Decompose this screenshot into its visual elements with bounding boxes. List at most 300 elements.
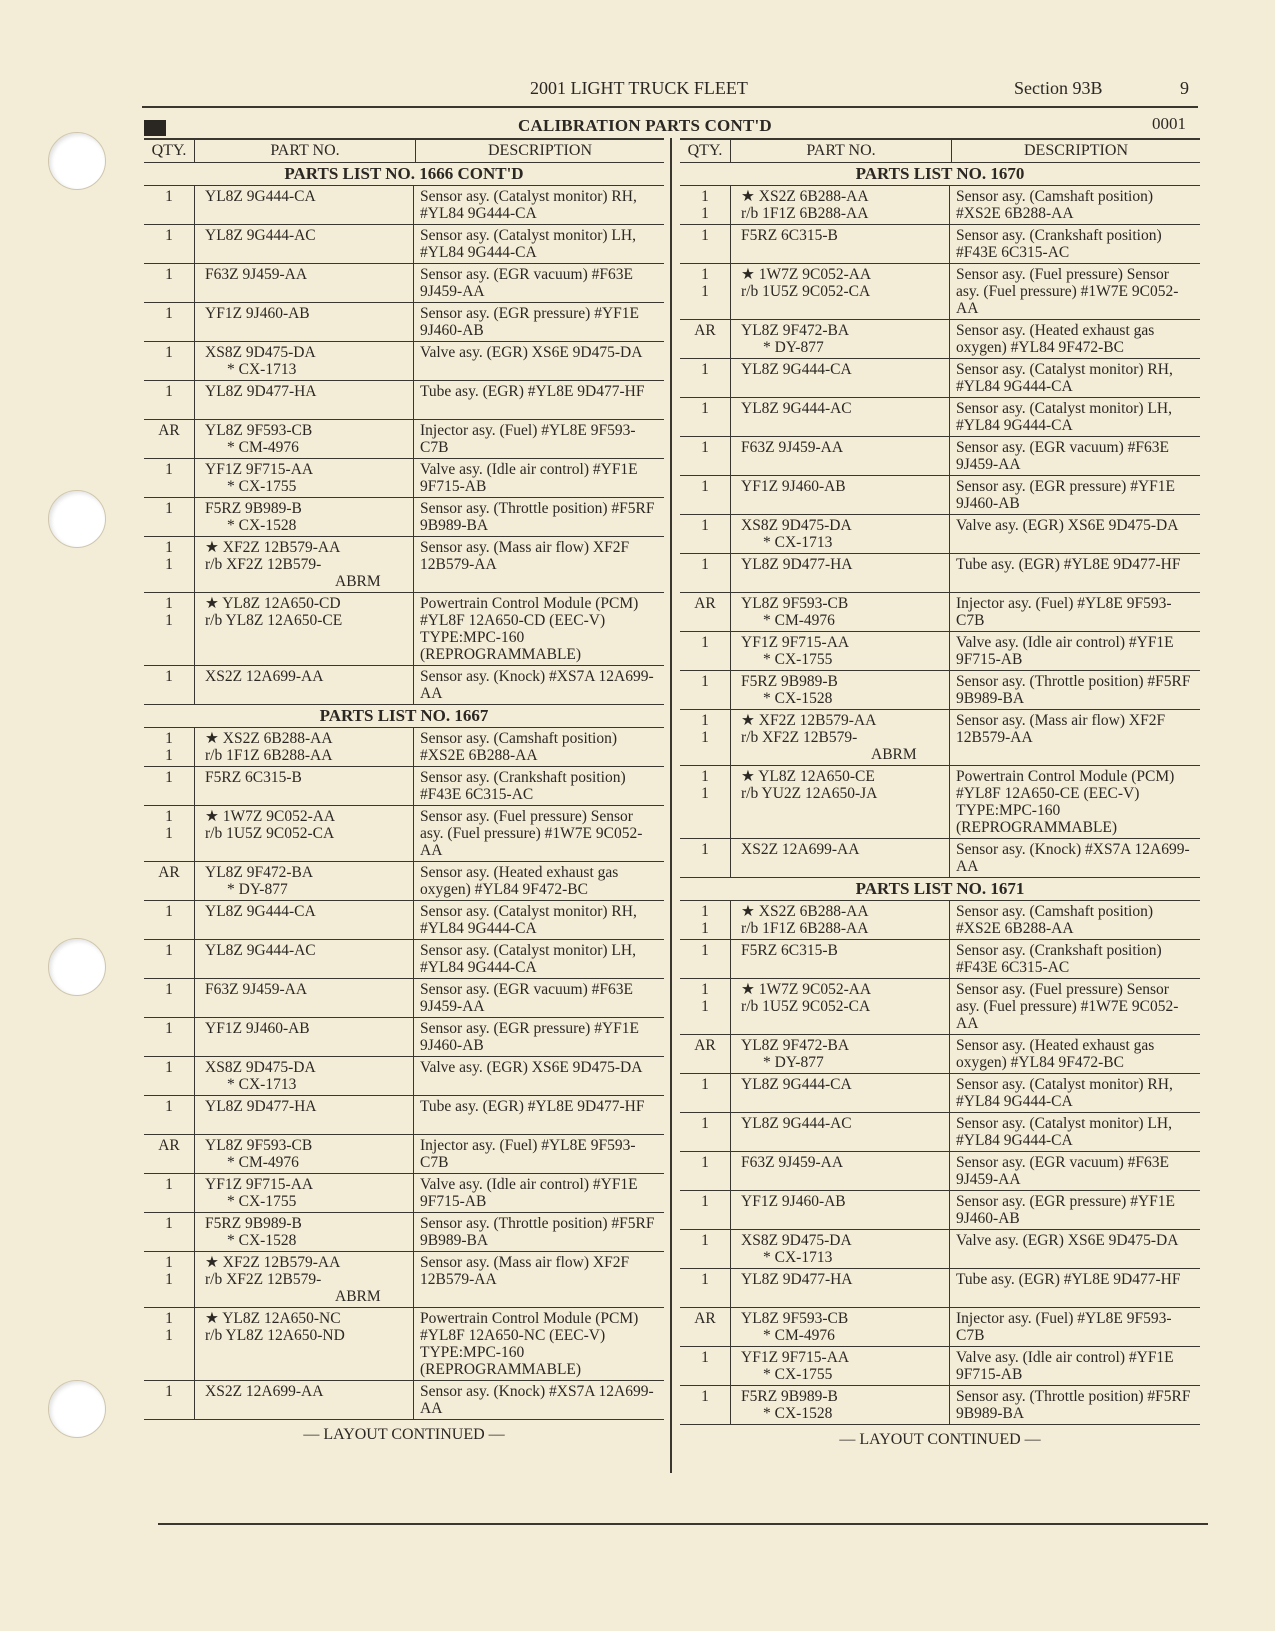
part-number: r/b 1U5Z 9C052-CA [741,283,871,300]
description-cell: Sensor asy. (Catalyst monitor) RH, #YL84 9G444-CA [956,361,1173,395]
qty-value: 1 [701,266,709,283]
qty-value: 1 [165,188,173,205]
table-row [680,1035,1200,1074]
qty-value: 1 [701,942,709,959]
description-cell: Sensor asy. (Crankshaft position) #F43E 6C315-AC [420,769,626,803]
table-row [144,303,664,342]
table-row [144,264,664,303]
qty-value: 1 [165,981,173,998]
part-number: F63Z 9J459-AA [205,266,308,283]
description-cell: Valve asy. (EGR) XS6E 9D475-DA [420,344,643,361]
part-number: r/b 1U5Z 9C052-CA [205,825,335,842]
table-row [680,437,1200,476]
qty-cell [680,359,730,397]
description-cell: Sensor asy. (Knock) #XS7A 12A699-AA [420,1383,654,1417]
part-number: YL8Z 9F593-CB [205,422,313,439]
column-headers [680,138,1200,163]
qty-value: 1 [165,903,173,920]
part-number: ★ XS2Z 6B288-AA [741,903,869,920]
qty-value: 1 [701,1388,709,1405]
table-row [680,225,1200,264]
qty-value: 1 [701,841,709,858]
part-number: ★ XS2Z 6B288-AA [205,730,333,747]
part-cell [194,498,414,536]
part-number: * CX-1755 [227,1193,297,1210]
qty-cell [144,303,194,341]
black-marker [144,120,166,136]
qty-cell [144,459,194,497]
qty-value: 1 [165,539,173,556]
description-cell: Tube asy. (EGR) #YL8E 9D477-HF [956,556,1181,573]
qty-cell [680,225,730,263]
qty-value: AR [694,1037,716,1054]
part-number: * CX-1713 [227,1076,297,1093]
part-number: r/b XF2Z 12B579- [205,1271,322,1288]
part-number: YF1Z 9J460-AB [741,478,846,495]
table-row [680,264,1200,320]
part-number: YL8Z 9F593-CB [741,1310,849,1327]
column-divider [670,138,672,1473]
table-row [144,1057,664,1096]
table-row [680,398,1200,437]
binder-hole [48,938,106,996]
part-cell [194,342,414,380]
qty-cell [680,515,730,553]
description-cell: Sensor asy. (Mass air flow) XF2F 12B579-AA [956,712,1166,746]
description-cell: Valve asy. (Idle air control) #YF1E 9F715-AB [956,634,1174,668]
part-cell [730,710,950,765]
part-number: YL8Z 9G444-CA [741,1076,852,1093]
part-number: YL8Z 9G444-CA [741,361,852,378]
description-cell: Injector asy. (Fuel) #YL8E 9F593-C7B [956,1310,1172,1344]
qty-cell [144,1308,194,1380]
part-number: * DY-877 [763,339,824,356]
part-number: YF1Z 9J460-AB [205,305,310,322]
part-cell [194,979,414,1017]
qty-cell [144,342,194,380]
description-cell: Sensor asy. (EGR vacuum) #F63E 9J459-AA [956,439,1169,473]
qty-value: AR [158,864,180,881]
qty-value: 1 [701,1232,709,1249]
qty-value: 1 [701,400,709,417]
part-cell [730,839,950,877]
description-cell: Injector asy. (Fuel) #YL8E 9F593-C7B [420,422,636,456]
qty-cell [144,1018,194,1056]
qty-value: 1 [165,383,173,400]
part-number: r/b 1F1Z 6B288-AA [741,920,869,937]
qty-value: 1 [701,439,709,456]
table-row [680,515,1200,554]
qty-value: 1 [165,747,173,764]
part-cell [194,225,414,263]
table-row [144,342,664,381]
description-cell: Sensor asy. (Crankshaft position) #F43E 6C315-AC [956,227,1162,261]
binder-hole [48,1380,106,1438]
qty-cell [680,437,730,475]
qty-value: 1 [701,785,709,802]
qty-cell [144,1213,194,1251]
qty-value: 1 [165,668,173,685]
part-cell [194,1135,414,1173]
qty-value: 1 [165,769,173,786]
qty-cell [680,671,730,709]
qty-cell [680,766,730,838]
qty-cell [680,1230,730,1268]
table-row [680,979,1200,1035]
qty-value: 1 [165,461,173,478]
part-number: ★ YL8Z 12A650-NC [205,1310,341,1327]
part-number: XS8Z 9D475-DA [741,517,852,534]
parts-list-title: PARTS LIST NO. 1666 CONT'D [144,163,664,186]
qty-cell [680,839,730,877]
description-cell: Sensor asy. (Camshaft position) #XS2E 6B288-AA [956,903,1154,937]
part-number: XS8Z 9D475-DA [205,1059,316,1076]
part-number: r/b 1F1Z 6B288-AA [205,747,333,764]
part-cell [194,767,414,805]
description-cell: Sensor asy. (Catalyst monitor) LH, #YL84 9G444-CA [420,942,636,976]
table-row [144,979,664,1018]
description-cell: Valve asy. (Idle air control) #YF1E 9F715-AB [420,461,638,495]
table-row [680,1347,1200,1386]
qty-cell [680,632,730,670]
binder-hole [48,490,106,548]
qty-cell [680,398,730,436]
part-number: YL8Z 9G444-AC [741,1115,852,1132]
qty-cell [144,264,194,302]
qty-value: 1 [701,634,709,651]
part-number: ★ YL8Z 12A650-CE [741,768,875,785]
qty-value: 1 [165,1059,173,1076]
table-row [144,1308,664,1381]
part-number: YL8Z 9F472-BA [741,1037,850,1054]
part-number: * CM-4976 [227,439,299,456]
part-header: PART NO. [730,140,952,162]
part-cell [194,1213,414,1251]
part-number: ★ XF2Z 12B579-AA [741,712,877,729]
table-row [680,940,1200,979]
description-cell: Sensor asy. (Camshaft position) #XS2E 6B288-AA [956,188,1154,222]
table-row [144,381,664,420]
table-row [144,1135,664,1174]
part-cell [730,359,950,397]
part-number: r/b XF2Z 12B579- [741,729,858,746]
header-rule [142,106,1198,108]
description-cell: Powertrain Control Module (PCM) #YL8F 12A650-NC (EEC-V) TYPE:MPC-160 (REPROGRAMMABLE) [420,1310,639,1378]
qty-value: 1 [165,556,173,573]
qty-cell [144,728,194,766]
description-cell: Valve asy. (EGR) XS6E 9D475-DA [956,517,1179,534]
description-cell: Sensor asy. (EGR pressure) #YF1E 9J460-AB [956,478,1175,512]
part-number: YL8Z 9D477-HA [741,556,853,573]
description-cell: Sensor asy. (Heated exhaust gas oxygen) #YL84 9F472-BC [956,1037,1155,1071]
section-label: Section 93B [1014,78,1103,98]
part-cell [194,862,414,900]
qty-cell [144,593,194,665]
description-cell: Sensor asy. (Catalyst monitor) LH, #YL84 9G444-CA [956,400,1172,434]
qty-cell [144,862,194,900]
part-number: F63Z 9J459-AA [741,439,844,456]
table-row [680,186,1200,225]
qty-value: 1 [701,556,709,573]
qty-cell [680,1269,730,1307]
table-row [144,593,664,666]
description-cell: Injector asy. (Fuel) #YL8E 9F593-C7B [956,595,1172,629]
part-cell [194,1308,414,1380]
part-cell [730,476,950,514]
part-cell [194,666,414,704]
part-cell [194,381,414,419]
qty-cell [680,320,730,358]
part-number: XS2Z 12A699-AA [205,1383,324,1400]
qty-value: 1 [165,1020,173,1037]
part-cell [730,554,950,592]
description-cell: Sensor asy. (EGR vacuum) #F63E 9J459-AA [420,266,633,300]
part-number: YL8Z 9F593-CB [205,1137,313,1154]
description-cell: Sensor asy. (Catalyst monitor) RH, #YL84 9G444-CA [420,188,637,222]
layout-continued: — LAYOUT CONTINUED — [839,1431,1041,1448]
part-number: F5RZ 6C315-B [741,227,838,244]
part-number: * DY-877 [763,1054,824,1071]
qty-header: QTY. [687,142,723,159]
part-number: YL8Z 9G444-AC [741,400,852,417]
part-number: YL8Z 9G444-AC [205,227,316,244]
qty-value: 1 [701,768,709,785]
qty-value: 1 [165,595,173,612]
description-cell: Tube asy. (EGR) #YL8E 9D477-HF [420,1098,645,1115]
part-cell [730,1074,950,1112]
part-cell [194,940,414,978]
part-number: ABRM [335,573,381,590]
part-number: YF1Z 9F715-AA [741,634,850,651]
table-row [144,1018,664,1057]
part-cell [730,1191,950,1229]
part-number: * CX-1528 [227,1232,297,1249]
part-cell [194,1381,414,1419]
qty-value: 1 [165,1327,173,1344]
description-cell: Sensor asy. (EGR vacuum) #F63E 9J459-AA [420,981,633,1015]
description-cell: Powertrain Control Module (PCM) #YL8F 12A650-CE (EEC-V) TYPE:MPC-160 (REPROGRAMMABLE) [956,768,1175,836]
table-row [680,671,1200,710]
description-cell: Sensor asy. (Fuel pressure) Sensor asy. (Fuel pressure) #1W7E 9C052-AA [420,808,643,859]
table-row [144,666,664,705]
description-cell: Sensor asy. (Crankshaft position) #F43E 6C315-AC [956,942,1162,976]
qty-cell [680,1074,730,1112]
part-number: F5RZ 6C315-B [205,769,302,786]
qty-cell [680,1152,730,1190]
part-cell [730,320,950,358]
part-number: YL8Z 9F593-CB [741,595,849,612]
part-number: ★ 1W7Z 9C052-AA [741,981,872,998]
part-cell [730,437,950,475]
table-row [144,1096,664,1135]
part-number: YL8Z 9D477-HA [205,1098,317,1115]
qty-value: 1 [165,1254,173,1271]
part-cell [730,632,950,670]
qty-value: 1 [701,981,709,998]
qty-cell [680,1308,730,1346]
part-cell [730,225,950,263]
qty-value: 1 [701,903,709,920]
part-number: F5RZ 9B989-B [205,500,302,517]
part-cell [194,537,414,592]
part-number: ABRM [871,746,917,763]
qty-value: 1 [701,998,709,1015]
qty-value: 1 [165,1271,173,1288]
qty-cell [680,979,730,1034]
qty-value: 1 [701,1115,709,1132]
table-row [144,940,664,979]
part-number: XS2Z 12A699-AA [205,668,324,685]
description-cell: Sensor asy. (Fuel pressure) Sensor asy. (Fuel pressure) #1W7E 9C052-AA [956,266,1179,317]
qty-cell [144,901,194,939]
part-number: YL8Z 9D477-HA [741,1271,853,1288]
qty-value: 1 [701,1193,709,1210]
table-row [680,766,1200,839]
description-cell: Sensor asy. (Catalyst monitor) RH, #YL84 9G444-CA [420,903,637,937]
part-number: r/b XF2Z 12B579- [205,556,322,573]
qty-value: 1 [701,1271,709,1288]
description-cell: Powertrain Control Module (PCM) #YL8F 12A650-CD (EEC-V) TYPE:MPC-160 (REPROGRAMMABLE) [420,595,639,663]
table-row [144,806,664,862]
description-cell: Sensor asy. (Fuel pressure) Sensor asy. (Fuel pressure) #1W7E 9C052-AA [956,981,1179,1032]
page-title: 2001 LIGHT TRUCK FLEET [530,78,748,98]
qty-cell [680,554,730,592]
part-number: F63Z 9J459-AA [205,981,308,998]
part-number: * CX-1755 [227,478,297,495]
part-number: F63Z 9J459-AA [741,1154,844,1171]
description-cell: Sensor asy. (EGR pressure) #YF1E 9J460-AB [420,305,639,339]
qty-value: 1 [701,283,709,300]
description-cell: Injector asy. (Fuel) #YL8E 9F593-C7B [420,1137,636,1171]
part-cell [730,1035,950,1073]
part-number: ★ 1W7Z 9C052-AA [741,266,872,283]
layout-continued: — LAYOUT CONTINUED — [303,1426,505,1443]
qty-value: 1 [701,712,709,729]
part-cell [730,901,950,939]
qty-cell [680,710,730,765]
description-cell: Sensor asy. (EGR vacuum) #F63E 9J459-AA [956,1154,1169,1188]
description-cell: Sensor asy. (EGR pressure) #YF1E 9J460-AB [420,1020,639,1054]
qty-cell [144,1096,194,1134]
part-number: F5RZ 9B989-B [205,1215,302,1232]
table-row [144,1174,664,1213]
binder-hole [48,132,106,190]
qty-cell [680,1035,730,1073]
table-row [144,498,664,537]
part-number: r/b 1U5Z 9C052-CA [741,998,871,1015]
part-number: * CX-1755 [763,1366,833,1383]
qty-cell [144,1174,194,1212]
part-number: ★ XF2Z 12B579-AA [205,1254,341,1271]
catalog-code: 0001 [1152,114,1186,133]
qty-cell [680,476,730,514]
description-cell: Sensor asy. (Mass air flow) XF2F 12B579-AA [420,1254,630,1288]
qty-cell [680,186,730,224]
table-row [144,420,664,459]
part-number: * CX-1528 [763,690,833,707]
part-cell [730,1230,950,1268]
part-cell [194,420,414,458]
desc-header: DESCRIPTION [487,142,592,159]
part-header: PART NO. [194,140,416,162]
page-number: 9 [1180,78,1189,98]
qty-value: 1 [165,1310,173,1327]
table-row [144,1252,664,1308]
part-number: * CX-1528 [763,1405,833,1422]
table-row [680,1191,1200,1230]
part-number: YL8Z 9F472-BA [205,864,314,881]
part-cell [194,1252,414,1307]
qty-value: 1 [701,205,709,222]
part-cell [730,1308,950,1346]
qty-value: AR [158,422,180,439]
table-row [680,359,1200,398]
part-number: * CM-4976 [227,1154,299,1171]
table-row [680,839,1200,878]
part-cell [730,1269,950,1307]
table-row [680,476,1200,515]
qty-cell [680,940,730,978]
qty-value: 1 [701,478,709,495]
part-cell [194,1057,414,1095]
part-number: * CX-1528 [227,517,297,534]
description-cell: Tube asy. (EGR) #YL8E 9D477-HF [420,383,645,400]
part-number: r/b YU2Z 12A650-JA [741,785,878,802]
part-number: YL8Z 9G444-CA [205,188,316,205]
qty-cell [144,767,194,805]
qty-header: QTY. [151,142,187,159]
part-number: ★ 1W7Z 9C052-AA [205,808,336,825]
qty-cell [144,1381,194,1419]
part-number: YF1Z 9F715-AA [741,1349,850,1366]
qty-value: AR [694,595,716,612]
part-cell [194,806,414,861]
table-row [680,901,1200,940]
part-cell [730,264,950,319]
qty-value: AR [694,1310,716,1327]
table-row [144,537,664,593]
qty-value: 1 [165,942,173,959]
description-cell: Sensor asy. (Throttle position) #F5RF 9B989-BA [956,1388,1191,1422]
part-cell [194,303,414,341]
column-headers [144,138,664,163]
description-cell: Valve asy. (EGR) XS6E 9D475-DA [956,1232,1179,1249]
qty-cell [144,806,194,861]
qty-cell [144,979,194,1017]
description-cell: Sensor asy. (Heated exhaust gas oxygen) #YL84 9F472-BC [420,864,619,898]
part-number: r/b YL8Z 12A650-ND [205,1327,345,1344]
qty-cell [144,940,194,978]
qty-value: 1 [165,1215,173,1232]
qty-value: 1 [701,361,709,378]
part-number: YF1Z 9J460-AB [205,1020,310,1037]
qty-cell [680,264,730,319]
part-number: * CX-1713 [763,534,833,551]
part-number: XS8Z 9D475-DA [741,1232,852,1249]
table-row [680,1269,1200,1308]
qty-cell [144,498,194,536]
table-row [144,767,664,806]
part-cell [194,593,414,665]
qty-value: 1 [165,808,173,825]
table-row [680,1113,1200,1152]
qty-value: 1 [165,1383,173,1400]
qty-value: 1 [165,612,173,629]
part-cell [730,766,950,838]
part-number: ★ XF2Z 12B579-AA [205,539,341,556]
part-cell [730,515,950,553]
right-column [680,138,1200,1449]
